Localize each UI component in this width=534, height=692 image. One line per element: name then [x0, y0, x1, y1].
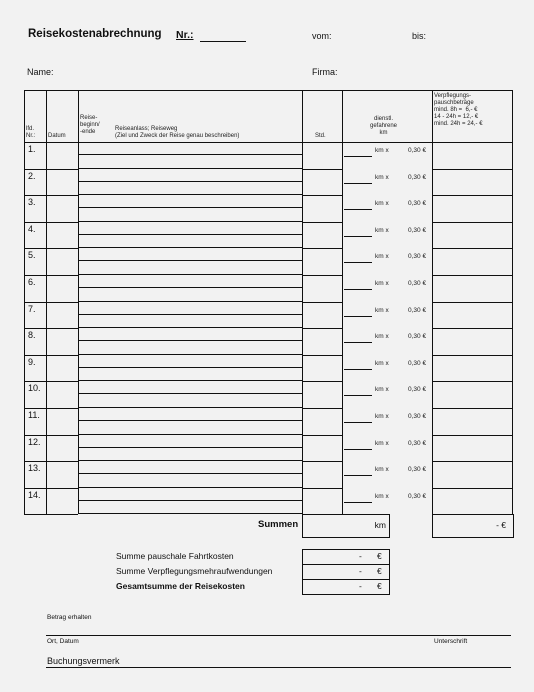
reise-beginn-line[interactable] — [78, 314, 302, 315]
summen-km-box[interactable] — [302, 514, 390, 538]
row-line — [24, 435, 78, 436]
row-line — [432, 328, 512, 329]
reise-beginn-line[interactable] — [78, 287, 302, 288]
row-line — [432, 355, 512, 356]
km-input-line[interactable] — [344, 395, 372, 396]
row-line — [24, 408, 78, 409]
col-header-km: dienstl. gefahrene km — [370, 116, 398, 136]
total-value-box[interactable] — [302, 579, 390, 595]
km-input-line[interactable] — [344, 502, 372, 503]
km-unit: km x — [375, 280, 389, 287]
km-input-line[interactable] — [344, 156, 372, 157]
total-currency: € — [377, 566, 382, 576]
row-line — [24, 514, 78, 515]
row-line — [24, 169, 78, 170]
km-unit: km x — [375, 333, 389, 340]
km-rate: 0,30 € — [408, 174, 427, 181]
row-line — [302, 461, 342, 462]
summen-km-unit: km — [374, 520, 386, 530]
km-rate: 0,30 € — [408, 200, 427, 207]
reise-ende-line[interactable] — [78, 487, 302, 488]
total-label: Summe pauschale Fahrtkosten — [116, 551, 234, 561]
reise-ende-line[interactable] — [78, 513, 302, 514]
row-number: 3. — [28, 197, 36, 207]
row-line — [432, 248, 512, 249]
km-input-line[interactable] — [344, 262, 372, 263]
firma-label: Firma: — [312, 67, 338, 77]
reise-beginn-line[interactable] — [78, 340, 302, 341]
buchungsvermerk-label: Buchungsvermerk — [47, 656, 120, 666]
reise-beginn-line[interactable] — [78, 260, 302, 261]
reise-ende-line[interactable] — [78, 221, 302, 222]
km-rate: 0,30 € — [408, 493, 427, 500]
col-header-anlass: Reiseanlass; Reiseweg (Ziel und Zweck der Reise genau beschreiben) — [115, 126, 240, 139]
row-number: 1. — [28, 144, 36, 154]
col-header-verpflegung: Verpflegungs- pauschbeträge mind. 8h = 6,- € 14 - 24h = 12,- € mind. 24h = 24,- € — [434, 93, 483, 127]
total-value: - — [359, 551, 362, 561]
row-line — [302, 275, 342, 276]
col-line — [512, 90, 513, 514]
km-input-line[interactable] — [344, 289, 372, 290]
km-unit: km x — [375, 227, 389, 234]
reise-beginn-line[interactable] — [78, 234, 302, 235]
row-line — [302, 195, 342, 196]
reise-beginn-line[interactable] — [78, 367, 302, 368]
km-unit: km x — [375, 200, 389, 207]
km-rate: 0,30 € — [408, 466, 427, 473]
reise-beginn-line[interactable] — [78, 420, 302, 421]
reise-ende-line[interactable] — [78, 327, 302, 328]
km-rate: 0,30 € — [408, 253, 427, 260]
row-line — [302, 248, 342, 249]
km-input-line[interactable] — [344, 236, 372, 237]
row-number: 9. — [28, 357, 36, 367]
reise-beginn-line[interactable] — [78, 181, 302, 182]
reise-ende-line[interactable] — [78, 460, 302, 461]
reise-beginn-line[interactable] — [78, 473, 302, 474]
km-rate: 0,30 € — [408, 360, 427, 367]
row-line — [302, 488, 342, 489]
row-line — [432, 195, 512, 196]
km-unit: km x — [375, 253, 389, 260]
reise-beginn-line[interactable] — [78, 207, 302, 208]
row-line — [24, 222, 78, 223]
row-line — [24, 302, 78, 303]
row-line — [302, 169, 342, 170]
total-value-box[interactable] — [302, 549, 390, 565]
reise-ende-line[interactable] — [78, 354, 302, 355]
row-line — [24, 381, 78, 382]
row-line — [302, 381, 342, 382]
km-rate: 0,30 € — [408, 386, 427, 393]
summen-euro-value: - € — [496, 520, 506, 530]
row-line — [302, 328, 342, 329]
reise-beginn-line[interactable] — [78, 154, 302, 155]
reise-ende-line[interactable] — [78, 274, 302, 275]
km-unit: km x — [375, 147, 389, 154]
signature-line[interactable] — [46, 635, 511, 636]
row-number: 10. — [28, 383, 41, 393]
row-line — [432, 461, 512, 462]
km-rate: 0,30 € — [408, 227, 427, 234]
km-rate: 0,30 € — [408, 440, 427, 447]
row-number: 13. — [28, 463, 41, 473]
row-number: 6. — [28, 277, 36, 287]
row-number: 14. — [28, 490, 41, 500]
ort-datum-label: Ort, Datum — [47, 638, 79, 645]
km-unit: km x — [375, 360, 389, 367]
total-label: Gesamtsumme der Reisekosten — [116, 581, 245, 591]
total-currency: € — [377, 551, 382, 561]
km-unit: km x — [375, 493, 389, 500]
col-header-lfd: lfd. Nr.: — [26, 126, 36, 139]
bis-label: bis: — [412, 31, 427, 41]
reise-beginn-line[interactable] — [78, 500, 302, 501]
km-unit: km x — [375, 466, 389, 473]
row-line — [24, 195, 78, 196]
row-line — [24, 275, 78, 276]
km-input-line[interactable] — [344, 369, 372, 370]
row-line — [432, 488, 512, 489]
reise-ende-line[interactable] — [78, 434, 302, 435]
nr-field-line[interactable] — [200, 41, 246, 42]
form-title: Reisekostenabrechnung — [28, 28, 162, 40]
total-currency: € — [377, 581, 382, 591]
row-number: 4. — [28, 224, 36, 234]
row-line — [302, 408, 342, 409]
col-header-std: Std. — [315, 133, 326, 139]
reise-ende-line[interactable] — [78, 168, 302, 169]
row-line — [432, 381, 512, 382]
col-line — [342, 90, 343, 514]
km-rate: 0,30 € — [408, 280, 427, 287]
km-rate: 0,30 € — [408, 307, 427, 314]
km-unit: km x — [375, 413, 389, 420]
summen-label: Summen — [258, 519, 299, 530]
row-line — [302, 302, 342, 303]
buchung-line[interactable] — [46, 667, 511, 668]
km-rate: 0,30 € — [408, 147, 427, 154]
nr-label: Nr.: — [176, 29, 194, 41]
km-unit: km x — [375, 307, 389, 314]
row-line — [432, 302, 512, 303]
reise-beginn-line[interactable] — [78, 393, 302, 394]
km-input-line[interactable] — [344, 422, 372, 423]
row-line — [24, 461, 78, 462]
row-line — [302, 435, 342, 436]
col-header-datum: Datum — [48, 133, 66, 139]
km-rate: 0,30 € — [408, 413, 427, 420]
km-input-line[interactable] — [344, 209, 372, 210]
table-top-line — [24, 90, 513, 91]
row-number: 2. — [28, 171, 36, 181]
row-number: 8. — [28, 330, 36, 340]
km-unit: km x — [375, 440, 389, 447]
row-line — [432, 222, 512, 223]
row-line — [24, 355, 78, 356]
row-line — [302, 355, 342, 356]
reise-ende-line[interactable] — [78, 247, 302, 248]
reise-ende-line[interactable] — [78, 380, 302, 381]
summen-euro-box[interactable] — [432, 514, 514, 538]
km-input-line[interactable] — [344, 316, 372, 317]
row-number: 12. — [28, 437, 41, 447]
km-unit: km x — [375, 174, 389, 181]
row-number: 7. — [28, 304, 36, 314]
reise-ende-line[interactable] — [78, 194, 302, 195]
reise-ende-line[interactable] — [78, 301, 302, 302]
betrag-label: Betrag erhalten — [47, 614, 92, 621]
vom-label: vom: — [312, 31, 332, 41]
km-input-line[interactable] — [344, 475, 372, 476]
row-line — [24, 328, 78, 329]
expense-table — [24, 90, 513, 514]
row-line — [432, 275, 512, 276]
row-line — [432, 435, 512, 436]
total-label: Summe Verpflegungsmehraufwendungen — [116, 566, 273, 576]
row-line — [432, 169, 512, 170]
header-bottom-line — [24, 142, 513, 143]
col-header-reise: Reise- beginn/ -ende — [80, 115, 100, 135]
unterschrift-label: Unterschrift — [434, 638, 468, 645]
km-input-line[interactable] — [344, 342, 372, 343]
total-value: - — [359, 581, 362, 591]
row-number: 5. — [28, 250, 36, 260]
row-line — [24, 488, 78, 489]
total-value-box[interactable] — [302, 564, 390, 580]
km-rate: 0,30 € — [408, 333, 427, 340]
row-line — [432, 408, 512, 409]
row-number: 11. — [28, 410, 40, 420]
km-input-line[interactable] — [344, 183, 372, 184]
km-input-line[interactable] — [344, 449, 372, 450]
row-line — [302, 222, 342, 223]
km-unit: km x — [375, 386, 389, 393]
row-line — [24, 248, 78, 249]
reise-beginn-line[interactable] — [78, 447, 302, 448]
reise-ende-line[interactable] — [78, 407, 302, 408]
name-label: Name: — [27, 67, 54, 77]
total-value: - — [359, 566, 362, 576]
